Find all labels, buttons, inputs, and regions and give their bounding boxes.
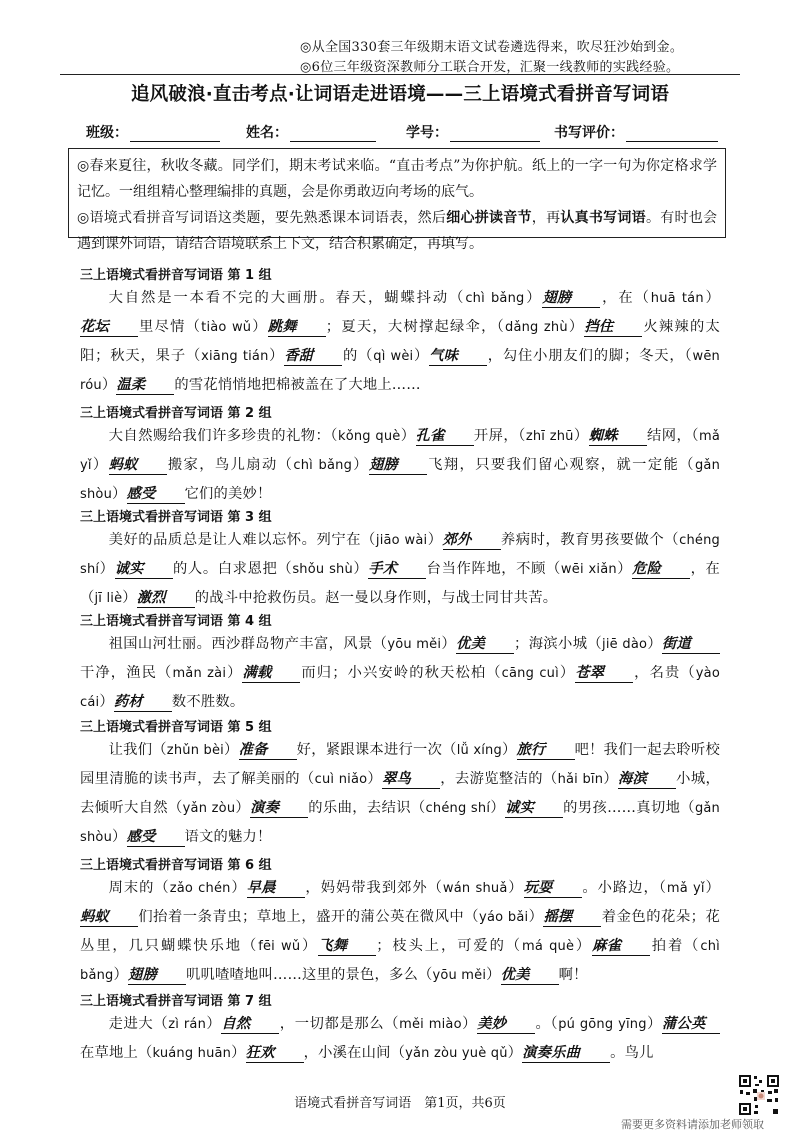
- answer-blank[interactable]: 蜘蛛: [589, 427, 647, 446]
- group-3-text: 美好的品质总是让人难以忘怀。列宁在（jiāo wài）郊外 养病时，教育男孩要做个（chéng shí）诚实 的人。白求恩把（shǒu shù）手术 台当作阵地，不顾（wēi xiǎn）危险 ，在（jī liè）激烈 的战斗中抢救伤员。赵一曼以身作则，与战士同甘共苦。: [80, 532, 720, 606]
- answer-blank[interactable]: 优美: [501, 966, 559, 985]
- answer-blank[interactable]: 诚实: [505, 799, 563, 818]
- pinyin: yǎn zòu yuè qǔ: [405, 1046, 508, 1061]
- answer-blank[interactable]: 感受: [127, 485, 185, 504]
- group-5-text: 让我们（zhǔn bèi）准备 好，紧跟课本进行一次（lǚ xíng）旅行 吧！我们一起去聆听校园里清脆的读书声，去了解美丽的（cuì niǎo）翠鸟 ，去游览整洁的（hǎi bīn）海滨 小城，去倾听大自然（yǎn zòu）演奏 的乐曲，去结识（chéng shí）诚实 的男孩……真切地（gǎn shòu）感受 语文的魅力！: [80, 742, 721, 845]
- answer-blank[interactable]: 旅行: [517, 741, 575, 760]
- answer-blank[interactable]: 摇摆: [543, 908, 601, 927]
- answer-blank[interactable]: 药材: [114, 693, 172, 712]
- group-7-heading: 三上语境式看拼音写词语 第 7 组: [80, 994, 272, 1009]
- number-input-line[interactable]: [450, 126, 540, 142]
- pinyin: wán shuǎ: [442, 881, 508, 896]
- answer-blank[interactable]: 翅膀: [369, 456, 427, 475]
- intro-box: [68, 148, 726, 252]
- intro-paragraph-1: ◎春来夏往，秋收冬藏。同学们，期末考试来临。“直击考点”为你护航。纸上的一字一句为你定格求学记忆。一组组精心整理编排的真题，会是你勇敢迈向考场的底气。: [77, 158, 717, 200]
- name-input-line[interactable]: [290, 126, 376, 142]
- pinyin: wēn róu: [80, 349, 720, 393]
- pinyin: mǎ yǐ: [666, 881, 705, 896]
- answer-blank[interactable]: 麻雀: [592, 937, 650, 956]
- promo-text: 需要更多资料请添加老师领取: [621, 1118, 764, 1131]
- group-4-heading: 三上语境式看拼音写词语 第 4 组: [80, 614, 272, 629]
- group-6-text: 周末的（zǎo chén）早晨 ，妈妈带我到郊外（wán shuǎ）玩耍 。小路边，（mǎ yǐ）蚂蚁 们抬着一条青虫；草地上，盛开的蒲公英在微风中（yáo bǎi）摇摆 着金色的花朵；花丛里，几只蝴蝶快乐地（fēi wǔ）飞舞 ；枝头上，可爱的（má què）麻雀 拍着（chì bǎng）翅膀 叽叽喳喳地叫……这里的景色，多么（yōu měi）优美 啊！: [80, 880, 720, 983]
- page-footer: 语境式看拼音写词语 第1页，共6页: [294, 1096, 506, 1111]
- pinyin: xiāng tián: [201, 349, 269, 364]
- pinyin: zǎo chén: [169, 881, 231, 896]
- number-label: 学号：: [406, 125, 448, 141]
- group-2-text: 大自然赐给我们许多珍贵的礼物：（kǒng què）孔雀 开屏，（zhī zhū）蜘蛛 结网，（mǎ yǐ）蚂蚁 搬家，鸟儿扇动（chì bǎng）翅膀 飞翔，只要我们留心观察，就一定能（gǎn shòu）感受 它们的美妙！: [80, 428, 721, 502]
- answer-blank[interactable]: 准备: [239, 741, 297, 760]
- pinyin: měi miào: [399, 1017, 462, 1032]
- group-7-text: 走进大（zì rán）自然 ，一切都是那么（měi miào）美妙 。（pú gōng yīng）蒲公英在草地上（kuáng huān）狂欢 ，小溪在山间（yǎn zòu yuè qǔ）演奏乐曲 。鸟儿: [80, 1010, 720, 1068]
- pinyin: pú gōng yīng: [558, 1017, 647, 1032]
- answer-blank[interactable]: 街道: [662, 635, 720, 654]
- pinyin: hǎi bīn: [557, 772, 604, 787]
- answer-blank[interactable]: 蒲公英: [662, 1015, 720, 1034]
- answer-blank[interactable]: 演奏乐曲: [522, 1044, 610, 1063]
- answer-blank[interactable]: 苍翠: [575, 664, 633, 683]
- pinyin: jī liè: [94, 591, 123, 606]
- number-field[interactable]: [406, 122, 540, 142]
- group-3-heading: 三上语境式看拼音写词语 第 3 组: [80, 510, 272, 525]
- pinyin: wēi xiǎn: [560, 562, 617, 577]
- answer-blank[interactable]: 感受: [127, 828, 185, 847]
- answer-blank[interactable]: 翠鸟: [382, 770, 440, 789]
- answer-blank[interactable]: 温柔: [116, 376, 174, 395]
- pinyin: chéng shí: [80, 533, 720, 577]
- student-info-fields: [86, 122, 746, 144]
- pinyin: mǎn zài: [172, 666, 227, 681]
- group-6-heading: 三上语境式看拼音写词语 第 6 组: [80, 858, 272, 873]
- pinyin: huā tán: [650, 291, 704, 306]
- answer-blank[interactable]: 优美: [456, 635, 514, 654]
- group-5-heading: 三上语境式看拼音写词语 第 5 组: [80, 720, 272, 735]
- answer-blank[interactable]: 手术: [368, 560, 426, 579]
- answer-blank[interactable]: 自然: [221, 1015, 279, 1034]
- header-divider: [60, 74, 740, 75]
- class-label: 班级：: [86, 125, 128, 141]
- pinyin: yǎn zòu: [182, 801, 236, 816]
- intro-paragraph-2: ◎语境式看拼音写词语这类题，要先熟悉课本词语表，然后细心拼读音节，再认真书写词语。有时也会遇到课外词语，请结合语境联系上下文，结合积累确定，再填写。: [77, 210, 718, 252]
- pinyin: jiāo wài: [375, 533, 428, 548]
- rating-field[interactable]: [554, 122, 718, 142]
- rating-input-line[interactable]: [626, 126, 718, 142]
- pinyin: lǚ xíng: [456, 743, 502, 758]
- answer-blank[interactable]: 满载: [242, 664, 300, 683]
- answer-blank[interactable]: 蚂蚁: [80, 908, 138, 927]
- name-field[interactable]: [246, 122, 376, 142]
- answer-blank[interactable]: 蚂蚁: [109, 456, 167, 475]
- answer-blank[interactable]: 诚实: [115, 560, 173, 579]
- name-label: 姓名：: [246, 125, 288, 141]
- pinyin: cāng cuì: [501, 666, 559, 681]
- pinyin: kǒng què: [337, 429, 401, 444]
- pinyin: jiē dào: [602, 637, 648, 652]
- pinyin: gǎn shòu: [80, 801, 720, 845]
- page-title: 追风破浪·直击考点·让词语走进语境——三上语境式看拼音写词语: [130, 84, 670, 105]
- answer-blank[interactable]: 翅膀: [128, 966, 186, 985]
- answer-blank[interactable]: 飞舞: [318, 937, 376, 956]
- pinyin: chì bǎng: [80, 939, 720, 983]
- answer-blank[interactable]: 演奏: [250, 799, 308, 818]
- answer-blank[interactable]: 挡住: [584, 318, 642, 337]
- pinyin: fēi wǔ: [258, 939, 301, 954]
- pinyin: zhī zhū: [525, 429, 574, 444]
- answer-blank[interactable]: 玩耍: [524, 879, 582, 898]
- answer-blank[interactable]: 香甜: [284, 347, 342, 366]
- pinyin: chéng shí: [425, 801, 491, 816]
- answer-blank[interactable]: 花坛: [80, 318, 138, 337]
- intro-emphasis-2: 认真书写词语: [560, 210, 646, 226]
- pinyin: yào cái: [80, 666, 720, 710]
- pinyin: qì wèi: [373, 349, 414, 364]
- pinyin: cuì niǎo: [314, 772, 368, 787]
- pinyin: tiào wǔ: [201, 320, 252, 335]
- pinyin: mǎ yǐ: [80, 429, 721, 473]
- group-4-text: 祖国山河壮丽。西沙群岛物产丰富，风景（yōu měi）优美 ；海滨小城（jiē dào）街道干净，渔民（mǎn zài）满载 而归；小兴安岭的秋天松柏（cāng cuì）苍翠 ，名贵（yào cái）药材 数不胜数。: [80, 636, 720, 710]
- tagline-1: ◎从全国330套三年级期末语文试卷遴选得来，吹尽狂沙始到金。: [300, 40, 684, 55]
- rating-label: 书写评价：: [554, 125, 624, 141]
- pinyin: yōu měi: [387, 637, 442, 652]
- qr-code[interactable]: [738, 1074, 780, 1116]
- answer-blank[interactable]: 郊外: [443, 531, 501, 550]
- class-input-line[interactable]: [130, 126, 220, 142]
- answer-blank[interactable]: 危险: [632, 560, 690, 579]
- tagline-2: ◎6位三年级资深教师分工联合开发，汇聚一线教师的实践经验。: [300, 60, 680, 75]
- pinyin: má què: [522, 939, 575, 954]
- intro-emphasis-1: 细心拼读音节: [446, 210, 532, 226]
- pinyin: yáo bǎi: [479, 910, 529, 925]
- pinyin: kuáng huān: [152, 1046, 232, 1061]
- pinyin: zì rán: [168, 1017, 207, 1032]
- answer-blank[interactable]: 早晨: [247, 879, 305, 898]
- pinyin: chì bǎng: [465, 291, 525, 306]
- pinyin: dǎng zhù: [505, 320, 568, 335]
- answer-blank[interactable]: 激烈: [137, 589, 195, 608]
- pinyin: chì bǎng: [293, 458, 353, 473]
- pinyin: zhǔn bèi: [166, 743, 224, 758]
- answer-blank[interactable]: 美妙: [477, 1015, 535, 1034]
- answer-blank[interactable]: 跳舞: [268, 318, 326, 337]
- pinyin: shǒu shù: [292, 562, 353, 577]
- group-1-heading: 三上语境式看拼音写词语 第 1 组: [80, 268, 272, 283]
- class-field[interactable]: [86, 122, 220, 142]
- answer-blank[interactable]: 气味: [429, 347, 487, 366]
- pinyin: yōu měi: [432, 968, 487, 983]
- pinyin: gǎn shòu: [80, 458, 721, 502]
- answer-blank[interactable]: 翅膀: [542, 289, 600, 308]
- group-2-heading: 三上语境式看拼音写词语 第 2 组: [80, 406, 272, 421]
- answer-blank[interactable]: 孔雀: [416, 427, 474, 446]
- group-1-text: 大自然是一本看不完的大画册。春天，蝴蝶抖动（chì bǎng）翅膀 ，在（huā tán）花坛 里尽情（tiào wǔ）跳舞 ；夏天，大树撑起绿伞，（dǎng zhù）挡住 火辣辣的太阳；秋天，果子（xiāng tián）香甜 的（qì wèi）气味 ，勾住小朋友们的脚；冬天，（wēn róu）温柔 的雪花悄悄地把棉被盖在了大地上……: [80, 290, 720, 393]
- answer-blank[interactable]: 狂欢: [246, 1044, 304, 1063]
- answer-blank[interactable]: 海滨: [618, 770, 676, 789]
